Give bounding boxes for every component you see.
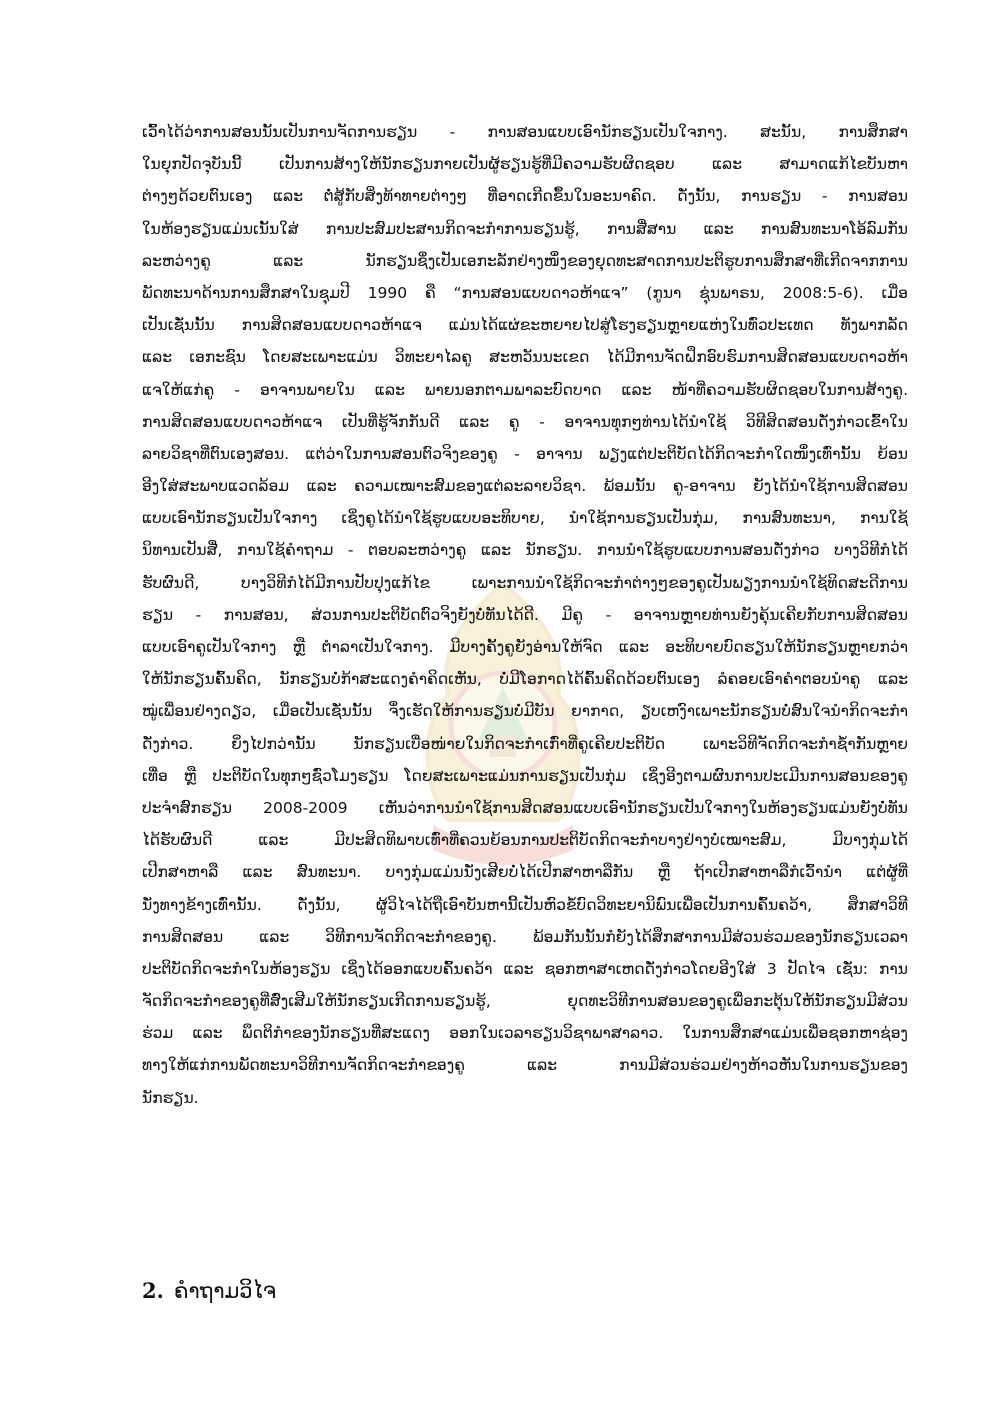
text-line: ອີງໃສ່ສະພາບແວດລ້ອມ ແລະ ຄວາມເໝາະສົມຂອງແຕ່ລະລາຍວິຊາ. ພ້ອມນັ້ນ ຄູ-ອາຈານ ຍັງໄດ້ນໍາໃຊ້ການສິດສອນ — [142, 477, 908, 496]
text-line: ເທື່ອ ຫຼື ປະຕິບັດໃນທຸກໆຊົ່ວໂມງຮຽນ ໂດຍສະເພາະແມ່ນການຮຽນເປັນກຸ່ມ ເຊິ່ງອີງຕາມຜົນການປະເມີນການສອນຂອງຄູ — [142, 766, 908, 785]
text-line: ນັ່ງທາງຂ້າງເທົ່ານັ້ນ. ດັ່ງນັ້ນ, ຜູ້ວິໄຈໄດ້ຖືເອົາບັນຫານີ້ເປັນຫົວຂໍ້ບົດວິທະຍານິພົນເພື່ອເປັນການຄົ້ນຄວ້າ, ສຶກສາວິທີ — [142, 895, 908, 914]
text-line: ຕ່າງໆດ້ວຍຕົນເອງ ແລະ ຕໍ່ສູ້ກັບສິ່ງທ້າທາຍຕ່າງໆ ທີ່ອາດເກີດຂຶ້ນໃນອະນາຄົດ. ດັ່ງນັ້ນ, ການຮຽນ - ການສອນ — [142, 187, 908, 206]
text-line: ໄດ້ຮັບຜົນດີ ແລະ ມີປະສິດທິພາບເທົ່າທີ່ຄວນຍ້ອນການປະຕິບັດກິດຈະກໍາບາງຢ່າງບໍ່ເໝາະສົມ, ມີບາງກຸ່ມໄດ້ — [142, 831, 908, 850]
text-line: ໃນຫ້ອງຮຽນແມ່ນເນັ້ນໃສ່ ການປະສົມປະສານກິດຈະກໍາການຮຽນຮູ້, ການສື່ສານ ແລະ ການສົນທະນາໂອ້ລົມກັນ — [142, 219, 908, 238]
text-line: ແຈໃຫ້ແກ່ຄູ - ອາຈານພາຍໃນ ແລະ ພາຍນອກຕາມພາລະບົດບາດ ແລະ ໜ້າທີ່ຄວາມຮັບຜິດຊອບໃນການສ້າງຄູ. — [142, 380, 908, 399]
body-paragraph — [142, 116, 908, 1114]
text-line: ຮັບຜົນດີ, ບາງວິທີກໍໄດ້ມີການປັບປຸງແກ້ໄຂ ເພາະການນໍາໃຊ້ກິດຈະກໍາຕ່າງໆຂອງຄູເປັນພຽງການນໍາໃຊ້ທິດສະດີການ — [142, 573, 908, 592]
text-line: ປະຕິບັດກິດຈະກໍາໃນຫ້ອງຮຽນ ເຊິ່ງໄດ້ອອກແບບຄົ້ນຄວ້າ ແລະ ຊອກຫາສາເຫດດັ່ງກ່າວໂດຍອີງໃສ່ 3 ປັດໄຈ ເຊັ່ນ: ການ — [142, 959, 908, 978]
text-line: ແລະ ເອກະຊົນ ໂດຍສະເພາະແມ່ນ ວິທະຍາໄລຄູ ສະຫວັນນະເຂດ ໄດ້ມີການຈັດຝຶກອົບຮົມການສິດສອນແບບດາວຫ້າ — [142, 348, 908, 367]
text-line: ແບບເອົານັກຮຽນເປັນໃຈກາງ ເຊິ່ງຄູໄດ້ນໍາໃຊ້ຮູບແບບອະທິບາຍ, ນໍາໃຊ້ການຮຽນເປັນກຸ່ມ, ການສົນທະນາ, ການໃຊ້ — [142, 509, 908, 528]
text-line: ປະຈໍາສົກຮຽນ 2008-2009 ເຫັນວ່າການນໍາໃຊ້ການສິດສອນແບບເອົານັກຮຽນເປັນໃຈກາງໃນຫ້ອງຮຽນແມ່ນຍັງບໍ່ທັນ — [142, 798, 908, 817]
text-line: ດັ່ງກ່າວ. ຍິ່ງໄປກວ່ານັ້ນ ນັກຮຽນເບື່ອໜ່າຍໃນກິດຈະກໍາເກົ່າທີ່ຄູເຄີຍປະຕິບັດ ເພາະວິທີຈັດກິດຈະກໍາຊໍ້າກັນຫຼາຍ — [142, 734, 908, 753]
text-line: ເວົ້າໄດ້ວ່າການສອນນັ້ນເປັນການຈັດການຮຽນ - ການສອນແບບເອົານັກຮຽນເປັນໃຈກາງ. ສະນັ້ນ, ການສຶກສາ — [142, 123, 908, 141]
text-line: ເປັນເຊັ່ນນັ້ນ ການສິດສອນແບບດາວຫ້າແຈ ແມ່ນໄດ້ແຜ່ຂະຫຍາຍໄປສູ່ໂຮງຮຽນຫຼາຍແຫ່ງໃນທົ່ວປະເທດ ທັງພາກລັດ — [142, 316, 908, 335]
text-line: ທາງໃຫ້ແກ່ການພັດທະນາວິທີການຈັດກິດຈະກໍາຂອງຄູ ແລະ ການມີສ່ວນຮ່ວມຢ່າງຫ້າວຫັນໃນການຮຽນຂອງ — [142, 1056, 908, 1075]
text-line: ລະຫວ່າງຄູ ແລະ ນັກຮຽນຊຶ່ງເປັນເອກະລັກຢ່າງໜຶ່ງຂອງຍຸດທະສາດການປະຕິຮູບການສຶກສາທີ່ເກີດຈາກການ — [142, 251, 908, 270]
section-heading — [142, 1275, 276, 1307]
text-line: ການສິດສອນແບບດາວຫ້າແຈ ເປັນທີ່ຮູ້ຈັກກັນດີ ແລະ ຄູ - ອາຈານທຸກໆທ່ານໄດ້ນໍາໃຊ້ ວິທີສິດສອນດັ່ງກ່າວເຂົ້າໃນ — [142, 412, 908, 431]
text-line: ໃຫ້ນັກຮຽນຄົ້ນຄິດ, ນັກຮຽນບໍ່ກ້າສະແດງຄໍາຄິດເຫັນ, ບໍ່ມີໂອກາດໄດ້ຄົ້ນຄິດດ້ວຍຕົນເອງ ລໍຄອຍເອົາຄໍາຕອບນໍາຄູ ແລະ — [142, 670, 908, 689]
text-line: ເປີກສາຫາລື ແລະ ສົນທະນາ. ບາງກຸ່ມແມ່ນນັ່ງເສີຍບໍ່ໄດ້ເປີກສາຫາລືກັນ ຫຼື ຖ້າເປີກສາຫາລືກໍເວົ້ານໍາ ແຕ່ຜູ້ທີ່ — [142, 863, 908, 882]
text-line: ຮ່ວມ ແລະ ພຶດຕິກໍາຂອງນັກຮຽນທີ່ສະແດງ ອອກໃນເວລາຮຽນວິຊາພາສາລາວ. ໃນການສຶກສາແມ່ນເພື່ອຊອກຫາຊ່ອງ — [142, 1024, 908, 1043]
text-line: ນັກຮຽນ. — [142, 1088, 199, 1107]
text-line: ຈັດກິດຈະກໍາຂອງຄູທີ່ສົ່ງເສີມໃຫ້ນັກຮຽນເກີດການຮຽນຮູ້, ຍຸດທະວິທີການສອນຂອງຄູເພື່ອກະຕຸ້ນໃຫ້ນັກຮຽນມີສ່ວນ — [142, 992, 908, 1011]
section-number: 2. — [142, 1278, 164, 1303]
text-line: ພັດທະນາດ້ານການສຶກສາໃນຊຸມປີ 1990 ຄື “ການສອນແບບດາວຫ້າແຈ” (ກູນາ ຊຸ່ນພາຣນ, 2008:5-6). ເມື່ອ — [142, 283, 908, 302]
section-title: ຄໍາຖາມວິໄຈ — [173, 1279, 277, 1303]
text-line: ໝູ່ເພື່ອນຢ່າງດຽວ, ເມື່ອເປັນເຊັ່ນນັ້ນ ຈຶ່ງເຮັດໃຫ້ການຮຽນບໍ່ມີບັນ ຍາກາດ, ຽບເຫງົາເພາະນັກຮຽນບໍ່ສົນໃຈນໍາກິດຈະກໍາ — [142, 702, 908, 721]
text-line: ການສິດສອນ ແລະ ວິທີການຈັດກິດຈະກໍາຂອງຄູ. ພ້ອມກັນນັ້ນກໍຍັງໄດ້ສຶກສາການມີສ່ວນຮ່ວມຂອງນັກຮຽນເວລາ — [142, 927, 908, 946]
text-line: ນິທານເປັນສື່, ການໃຊ້ຄໍາຖາມ - ຕອບລະຫວ່າງຄູ ແລະ ນັກຮຽນ. ການນໍາໃຊ້ຮູບແບບການສອນດັ່ງກ່າວ ບາງວິທີກໍໄດ້ — [142, 541, 908, 560]
text-line: ຮຽນ - ການສອນ, ສ່ວນການປະຕິບັດຕົວຈິງຍັງບໍ່ທັນໄດ້ດີ. ມີຄູ - ອາຈານຫຼາຍທ່ານຍັງຄຸ້ນເຄີຍກັບການສິດສອນ — [142, 605, 908, 624]
text-line: ໃນຍຸກປັດຈຸບັນນີ້ ເປັນການສ້າງໃຫ້ນັກຮຽນກາຍເປັນຜູ້ຮຽນຮູ້ທີ່ມີຄວາມຮັບຜິດຊອບ ແລະ ສາມາດແກ້ໄຂບັນຫາ — [142, 155, 908, 174]
text-line: ລາຍວິຊາທີ່ຕົນເອງສອນ. ແຕ່ວ່າໃນການສອນຕົວຈິງຂອງຄູ - ອາຈານ ພຽງແຕ່ປະຕິບັດໄດ້ກິດຈະກໍາໃດໜຶ່ງເທົ່ານັ້ນ ຍ້ອນ — [142, 444, 908, 463]
text-line: ແບບເອົາຄູເປັນໃຈກາງ ຫຼື ຕໍາລາເປັນໃຈກາງ. ມີບາງຄັ້ງຄູຍັງອ່ານໃຫ້ຈົດ ແລະ ອະທິບາຍບົດຮຽນໃຫ້ນັກຮຽນຫຼາຍກວ່າ — [142, 638, 908, 656]
